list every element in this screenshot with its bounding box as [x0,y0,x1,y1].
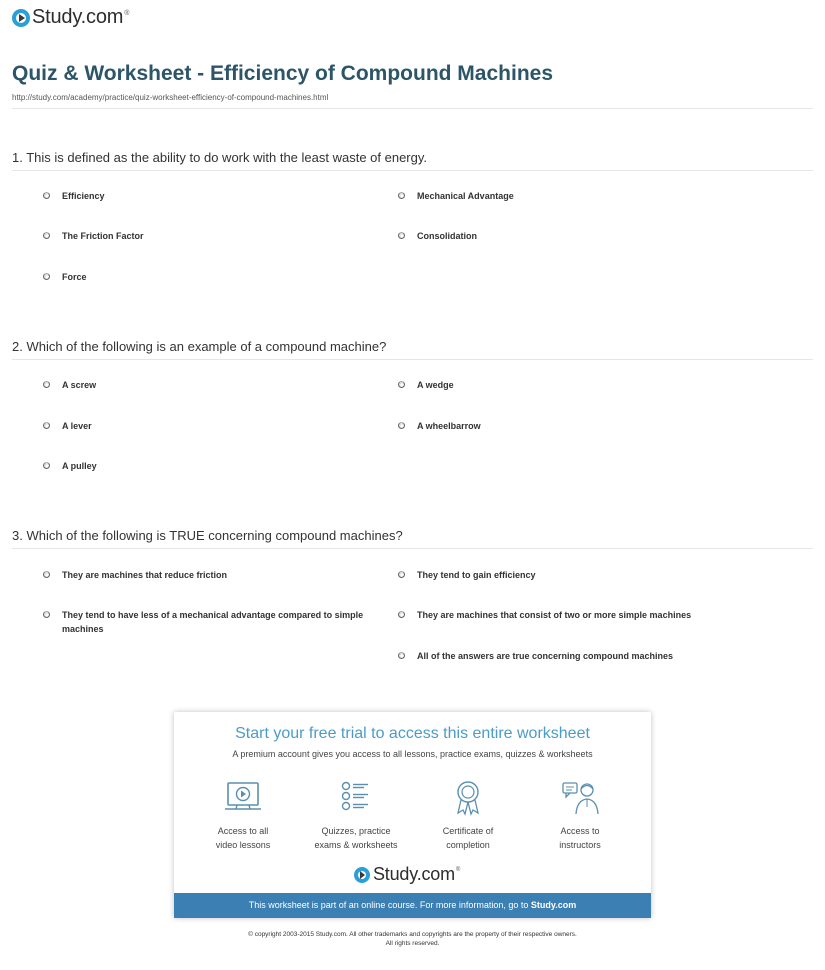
copyright [0,930,825,948]
radio-icon[interactable] [398,611,405,618]
answer-option[interactable]: The Friction Factor [43,229,144,243]
answer-option[interactable]: They tend to have less of a mechanical advantage compared to simple machines [43,608,383,636]
play-logo-icon [354,867,370,883]
answer-option[interactable]: A wedge [398,378,454,392]
answer-option[interactable]: A lever [43,419,92,433]
question-1: 1. This is defined as the ability to do work with the least waste of energy. [12,150,428,165]
quiz-list-icon [336,780,376,816]
study-logo[interactable] [12,6,129,29]
video-lesson-icon [223,780,263,816]
radio-icon[interactable] [398,192,405,199]
divider [12,548,813,549]
answer-option[interactable]: Mechanical Advantage [398,189,514,203]
feature-video-lessons [188,780,298,852]
answer-option[interactable]: They are machines that reduce friction [43,568,227,582]
promo-bar-text: This worksheet is part of an online course. For more information, go to [248,900,531,910]
certificate-icon [448,780,488,816]
feature-label: Access to instructors [559,826,601,850]
radio-icon[interactable] [398,381,405,388]
feature-label: Access to all video lessons [215,826,271,850]
answer-option[interactable]: They are machines that consist of two or more simple machines [398,608,691,622]
answer-option[interactable]: They tend to gain efficiency [398,568,536,582]
study-logo[interactable] [354,864,460,885]
radio-icon[interactable] [398,571,405,578]
brand-name: Study.com [32,6,124,28]
question-3: 3. Which of the following is TRUE concerning compound machines? [12,528,403,543]
copyright-line: All rights reserved. [385,940,440,947]
radio-icon[interactable] [43,611,50,618]
free-trial-promo[interactable] [174,712,651,918]
feature-certificate [413,780,523,852]
promo-subtitle: A premium account gives you access to all lessons, practice exams, quizzes & worksheets [232,749,593,759]
promo-title[interactable]: Start your free trial to access this entire worksheet [235,725,590,742]
radio-icon[interactable] [43,273,50,280]
answer-option[interactable]: Efficiency [43,189,105,203]
promo-info-bar [174,893,651,918]
radio-icon[interactable] [43,422,50,429]
answer-option[interactable]: A pulley [43,459,97,473]
radio-icon[interactable] [398,232,405,239]
divider [12,359,813,360]
radio-icon[interactable] [43,571,50,578]
answer-option[interactable]: Consolidation [398,229,477,243]
radio-icon[interactable] [43,232,50,239]
page-url[interactable]: http://study.com/academy/practice/quiz-worksheet-efficiency-of-compound-machines.html [12,93,329,102]
feature-label: Certificate of completion [442,826,494,850]
brand-name: Study.com [373,864,455,884]
answer-option[interactable]: A wheelbarrow [398,419,481,433]
radio-icon[interactable] [398,422,405,429]
divider [12,108,813,109]
feature-instructors [525,780,635,852]
page-title: Quiz & Worksheet - Efficiency of Compound Machines [12,62,554,85]
radio-icon[interactable] [43,192,50,199]
study-link[interactable]: Study.com [530,900,577,910]
radio-icon[interactable] [43,381,50,388]
divider [12,170,813,171]
trademark: ® [124,10,130,17]
question-2: 2. Which of the following is an example of a compound machine? [12,339,387,354]
instructor-icon [560,780,600,816]
feature-label: Quizzes, practice exams & worksheets [314,826,398,850]
radio-icon[interactable] [398,652,405,659]
answer-option[interactable]: A screw [43,378,96,392]
feature-quizzes [301,780,411,852]
play-logo-icon [12,9,30,27]
radio-icon[interactable] [43,462,50,469]
answer-option[interactable]: Force [43,270,87,284]
trademark: ® [455,867,461,873]
answer-option[interactable]: All of the answers are true concerning compound machines [398,649,673,663]
copyright-line: © copyright 2003-2015 Study.com. All other trademarks and copyrights are the property of their respective owners. [248,931,577,938]
